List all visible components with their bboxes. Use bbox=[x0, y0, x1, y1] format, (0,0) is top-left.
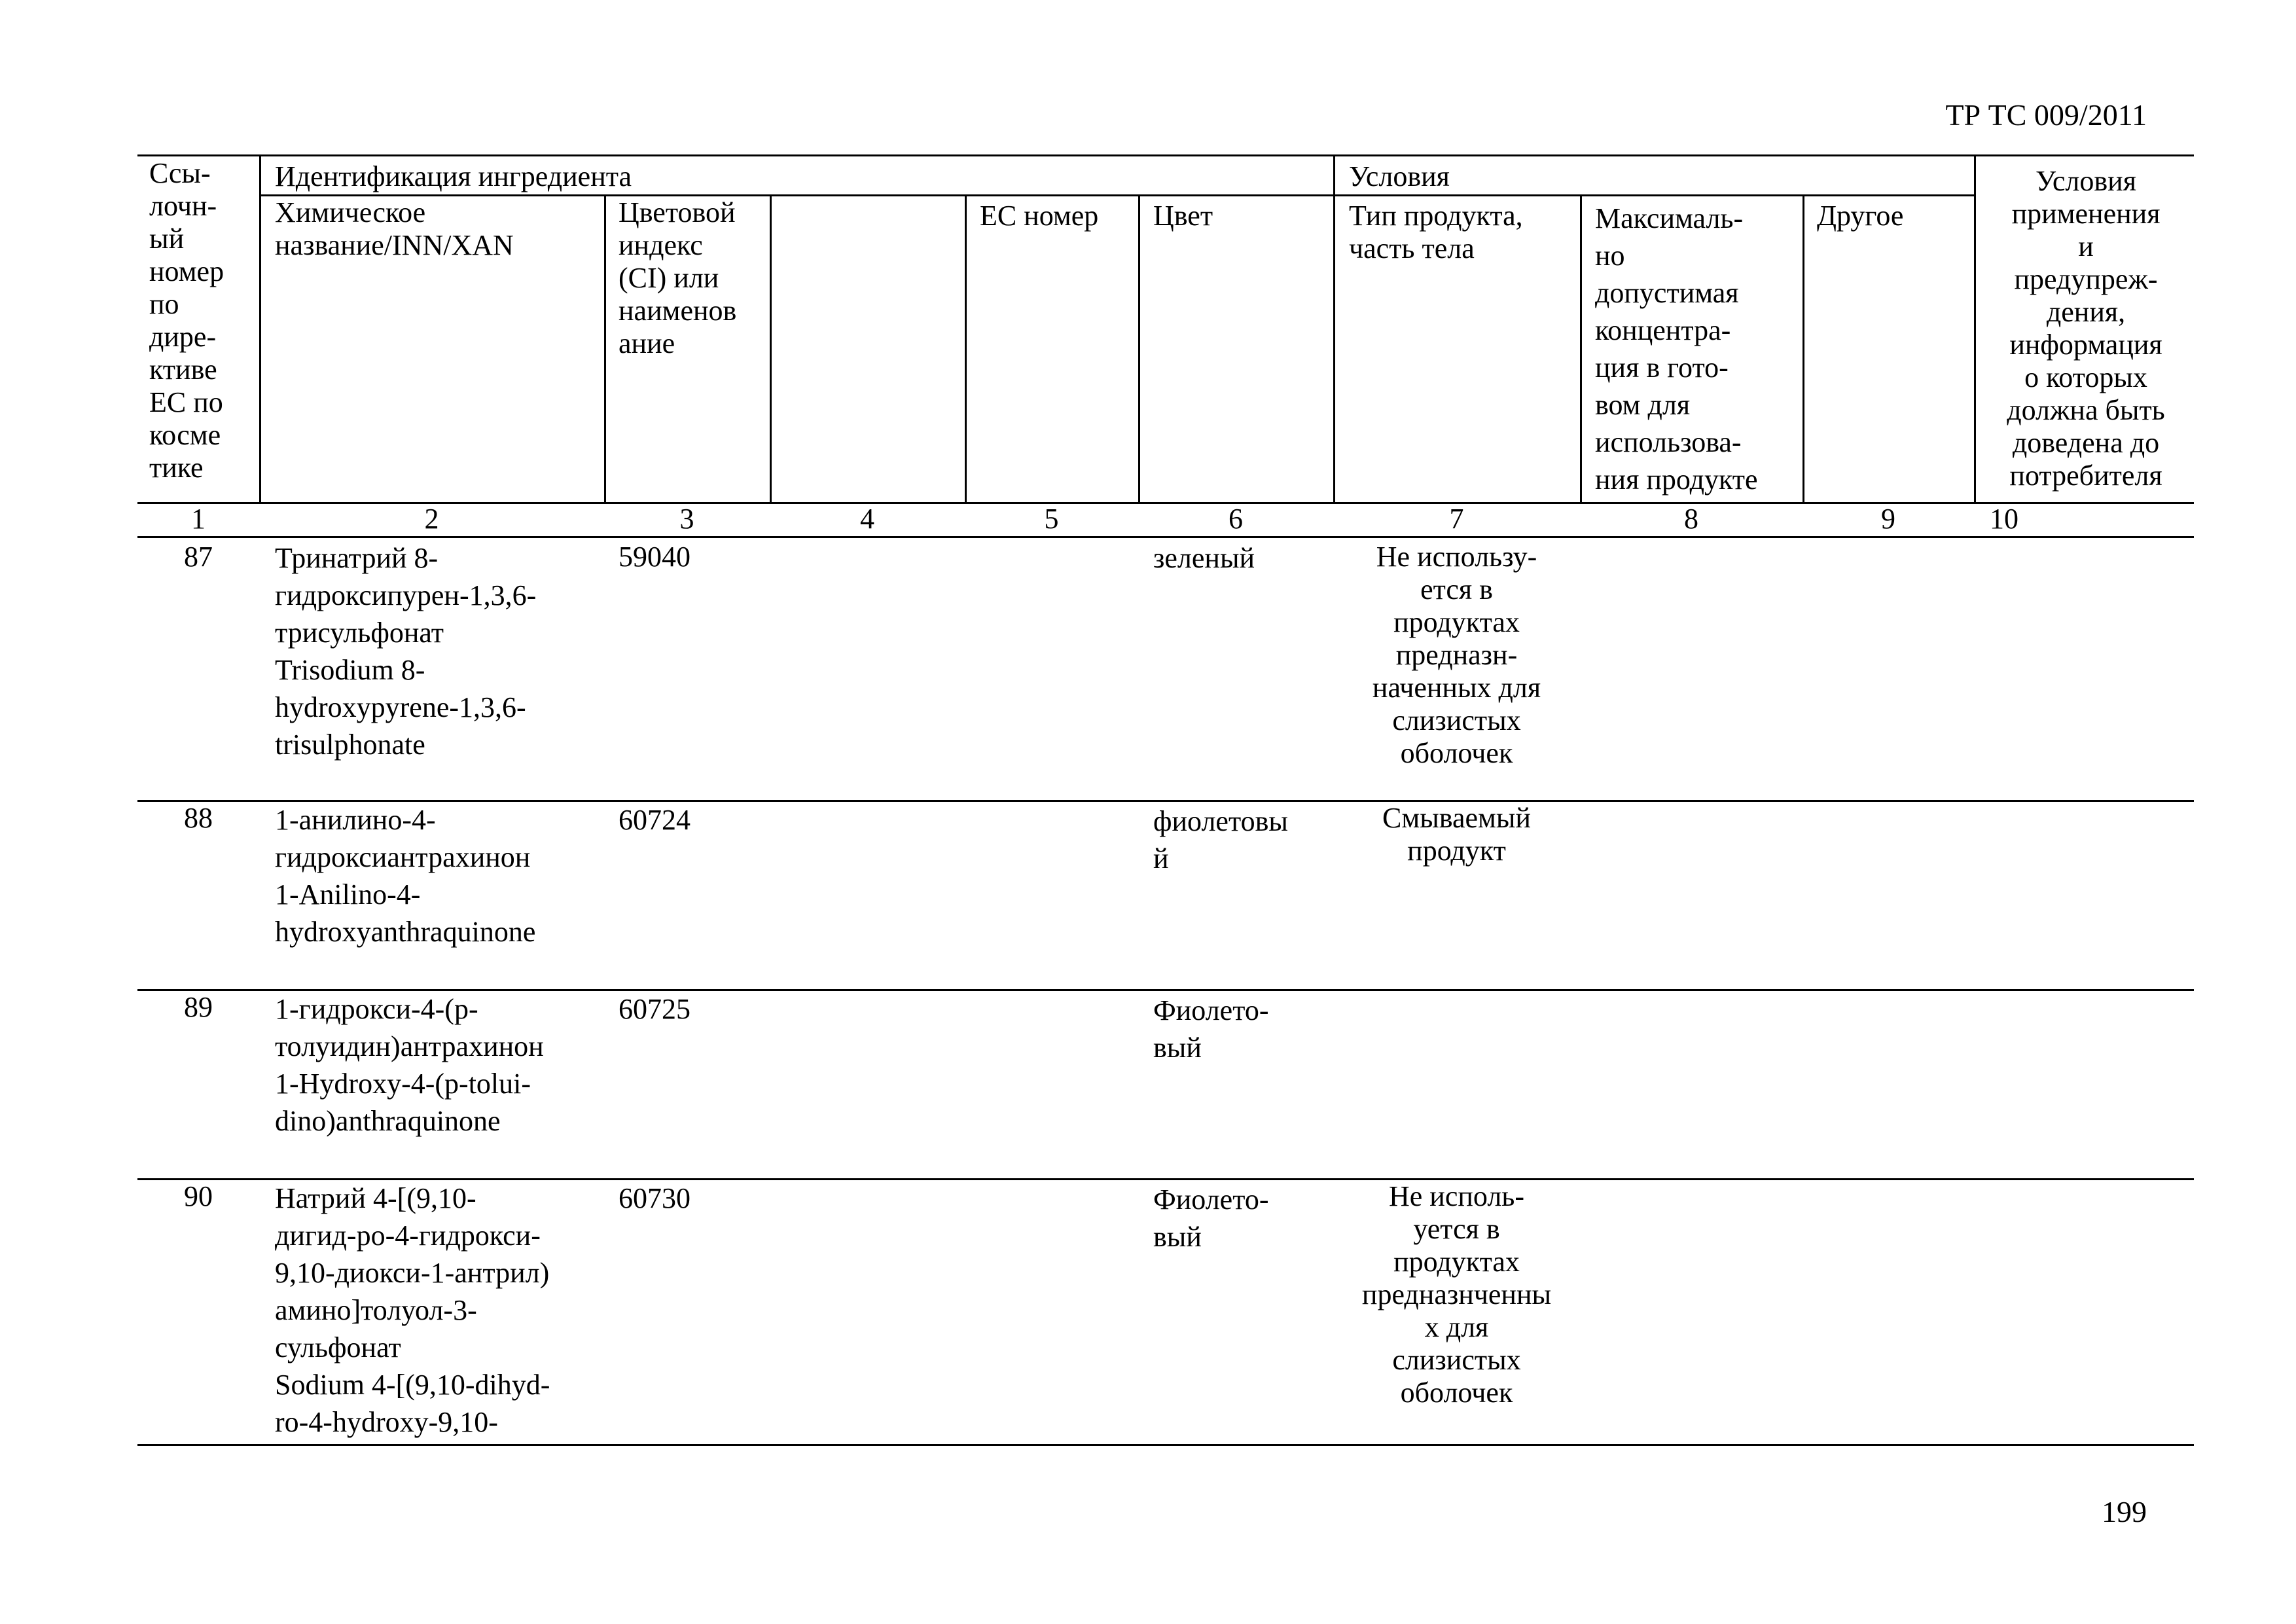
header-max-concentration: Максималь- но допустимая концентра- ция в гото- вом для использова- ния продукте bbox=[1595, 202, 1758, 496]
row-color: Фиолето- вый bbox=[1153, 994, 1269, 1064]
header-ingredient-identification: Идентификация ингредиента bbox=[275, 160, 632, 192]
column-divider bbox=[965, 194, 967, 504]
row-chemical-name: Натрий 4-[(9,10- дигид-ро-4-гидрокси- 9,10-диокси-1-антрил) амино]толуол-3- сульфонат Sodium 4-[(9,10-dihyd- ro-4-hydroxy-9,10- bbox=[275, 1182, 550, 1438]
row-color: фиолетовы й bbox=[1153, 805, 1288, 875]
row-product-type: Не исполь- уется в продуктах предназнченны х для слизистых оболочек bbox=[1361, 1180, 1552, 1409]
column-divider bbox=[604, 194, 606, 504]
row-chemical-name: 1-гидрокси-4-(p- толуидин)антрахинон 1-Hydroxy-4-(p-tolui- dino)anthraquinone bbox=[275, 993, 544, 1137]
column-number: 4 bbox=[860, 503, 874, 535]
header-product-type: Тип продукта, часть тела bbox=[1349, 200, 1523, 264]
header-ec-number: ЕС номер bbox=[980, 200, 1099, 232]
row-color-index: 60724 bbox=[619, 804, 691, 836]
column-divider bbox=[1803, 194, 1804, 504]
column-divider bbox=[770, 194, 772, 504]
column-number: 7 bbox=[1449, 503, 1464, 535]
column-number: 9 bbox=[1881, 503, 1895, 535]
row-color-index: 60730 bbox=[619, 1182, 691, 1214]
row-ref-number: 87 bbox=[184, 541, 213, 573]
column-number: 8 bbox=[1684, 503, 1698, 535]
row-product-type: Не использу- ется в продуктах предназн- наченных для слизистых оболочек bbox=[1372, 541, 1541, 769]
ingredient-group-rule bbox=[259, 194, 1974, 196]
column-divider bbox=[259, 154, 261, 504]
column-divider bbox=[1974, 154, 1976, 504]
row-color-index: 60725 bbox=[619, 993, 691, 1025]
page-number: 199 bbox=[2102, 1495, 2147, 1528]
column-divider bbox=[1333, 154, 1335, 504]
column-numbers-rule bbox=[137, 536, 2194, 538]
header-other: Другое bbox=[1817, 200, 1904, 232]
column-number: 3 bbox=[679, 503, 694, 535]
column-divider bbox=[1138, 194, 1140, 504]
document-header: ТР ТС 009/2011 bbox=[1945, 98, 2147, 132]
header-ref-number: Ссы- лочн- ый номер по дире- ктиве ЕС по косме тике bbox=[149, 157, 224, 484]
row-chemical-name: Тринатрий 8- гидроксипурен-1,3,6- трисульфонат Trisodium 8- hydroxypyrene-1,3,6- trisulphonate bbox=[275, 542, 537, 761]
header-color: Цвет bbox=[1153, 200, 1213, 232]
column-number: 5 bbox=[1044, 503, 1059, 535]
column-number: 1 bbox=[191, 503, 206, 535]
row-ref-number: 90 bbox=[184, 1180, 213, 1212]
row-color: зеленый bbox=[1153, 542, 1255, 574]
header-color-index: Цветовой индекс (CI) или наименов ание bbox=[619, 196, 737, 359]
row-ref-number: 88 bbox=[184, 802, 213, 834]
table-bottom-border bbox=[137, 1444, 2194, 1446]
column-number: 6 bbox=[1229, 503, 1243, 535]
table-top-border bbox=[137, 154, 2194, 156]
row-ref-number: 89 bbox=[184, 991, 213, 1023]
header-conditions: Условия bbox=[1349, 160, 1450, 192]
header-chemical-name: Химическое название/INN/XAN bbox=[275, 196, 514, 261]
row-product-type: Смываемый продукт bbox=[1382, 802, 1531, 867]
row-chemical-name: 1-анилино-4- гидроксиантрахинон 1-Anilino-4- hydroxyanthraquinone bbox=[275, 804, 536, 948]
row-color-index: 59040 bbox=[619, 541, 691, 573]
column-divider bbox=[1580, 194, 1582, 504]
row-color: Фиолето- вый bbox=[1153, 1183, 1269, 1253]
column-number: 2 bbox=[424, 503, 439, 535]
column-number: 10 bbox=[1990, 503, 2018, 535]
header-usage-conditions: Условия применения и предупреж- дения, информация о которых должна быть доведена до потребителя bbox=[2007, 165, 2165, 492]
